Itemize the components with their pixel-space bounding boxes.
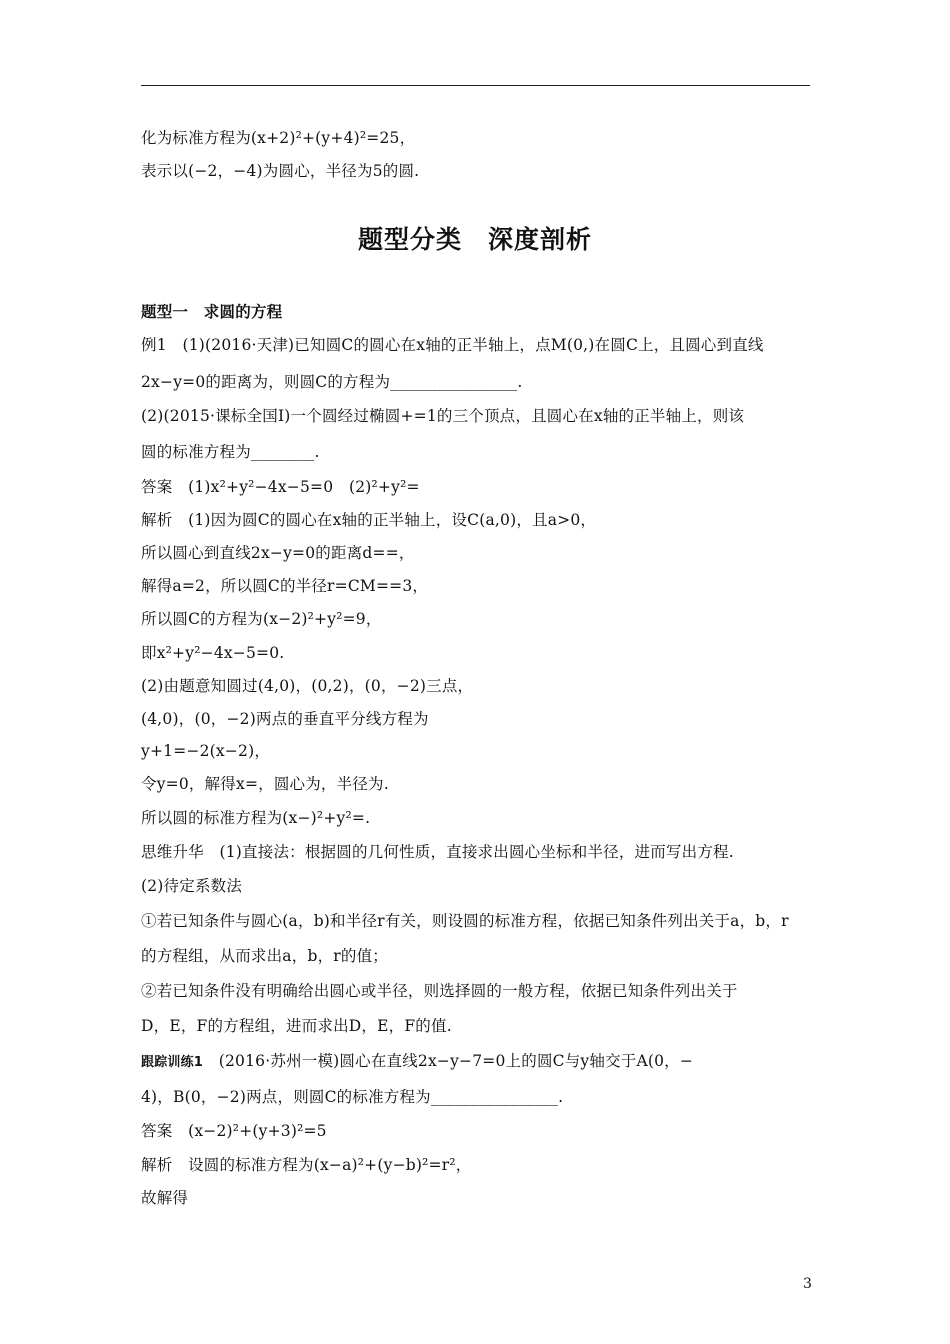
analysis-line-4: 所以圆C的方程为(x−2)²+y²=9， — [141, 610, 382, 628]
intro-line-1: 化为标准方程为(x+2)²+(y+4)²=25， — [141, 129, 416, 147]
analysis-line-5: 即x²+y²−4x−5=0. — [141, 644, 285, 662]
analysis-line-2: 所以圆心到直线2x−y=0的距离d==， — [141, 544, 415, 562]
example-label: 例1 — [141, 336, 167, 354]
track-analysis-2: 故解得 — [141, 1189, 189, 1207]
analysis-line-1: 解析 (1)因为圆C的圆心在x轴的正半轴上，设C(a,0)，且a>0， — [141, 511, 597, 529]
summary-line-1: 思维升华 (1)直接法：根据圆的几何性质，直接求出圆心坐标和半径，进而写出方程. — [141, 843, 734, 861]
example-1-line-4: 圆的标准方程为________. — [141, 443, 320, 461]
analysis-line-3: 解得a=2，所以圆C的半径r=CM==3， — [141, 577, 429, 595]
analysis-line-7: (4,0)，(0，−2)两点的垂直平分线方程为 — [141, 710, 429, 728]
track-line-2: 4)，B(0，−2)两点，则圆C的标准方程为________________. — [141, 1088, 564, 1106]
track-text: (2016·苏州一模)圆心在直线2x−y−7=0上的圆C与y轴交于A(0，− — [203, 1052, 694, 1070]
analysis-line-6: (2)由题意知圆过(4,0)，(0,2)，(0，−2)三点， — [141, 677, 474, 695]
topic-heading: 题型一 求圆的方程 — [141, 303, 283, 321]
answer-line: 答案 (1)x²+y²−4x−5=0 (2)²+y²= — [141, 478, 420, 496]
track-line-1 — [141, 1051, 693, 1073]
track-analysis-1: 解析 设圆的标准方程为(x−a)²+(y−b)²=r²， — [141, 1156, 472, 1174]
summary-line-4: 的方程组，从而求出a，b，r的值； — [141, 947, 388, 965]
summary-line-3: ①若已知条件与圆心(a，b)和半径r有关，则设圆的标准方程，依据已知条件列出关于a，b，r — [141, 912, 789, 930]
analysis-line-10: 所以圆的标准方程为(x−)²+y²=. — [141, 809, 371, 827]
summary-line-2: (2)待定系数法 — [141, 877, 243, 895]
section-title: 题型分类 深度剖析 — [357, 225, 592, 254]
analysis-line-8: y+1=−2(x−2)， — [141, 742, 271, 760]
header-rule — [141, 85, 810, 86]
summary-line-5: ②若已知条件没有明确给出圆心或半径，则选择圆的一般方程，依据已知条件列出关于 — [141, 982, 738, 1000]
example-1-line-3: (2)(2015·课标全国Ⅰ)一个圆经过椭圆+=1的三个顶点，且圆心在x轴的正半轴上，则该 — [141, 407, 745, 425]
track-answer: 答案 (x−2)²+(y+3)²=5 — [141, 1122, 327, 1140]
track-label: 跟踪训练1 — [141, 1055, 204, 1070]
example-1-text: (1)(2016·天津)已知圆C的圆心在x轴的正半轴上，点M(0,)在圆C上，且圆心到直线 — [166, 336, 764, 354]
summary-line-6: D，E，F的方程组，进而求出D，E，F的值. — [141, 1017, 452, 1035]
example-1-line-1 — [141, 335, 764, 355]
page-number: 3 — [803, 1276, 812, 1292]
analysis-line-9: 令y=0，解得x=，圆心为，半径为. — [141, 775, 389, 793]
intro-line-2: 表示以(−2，−4)为圆心，半径为5的圆. — [141, 162, 420, 180]
example-1-line-2: 2x−y=0的距离为，则圆C的方程为________________. — [141, 373, 523, 391]
